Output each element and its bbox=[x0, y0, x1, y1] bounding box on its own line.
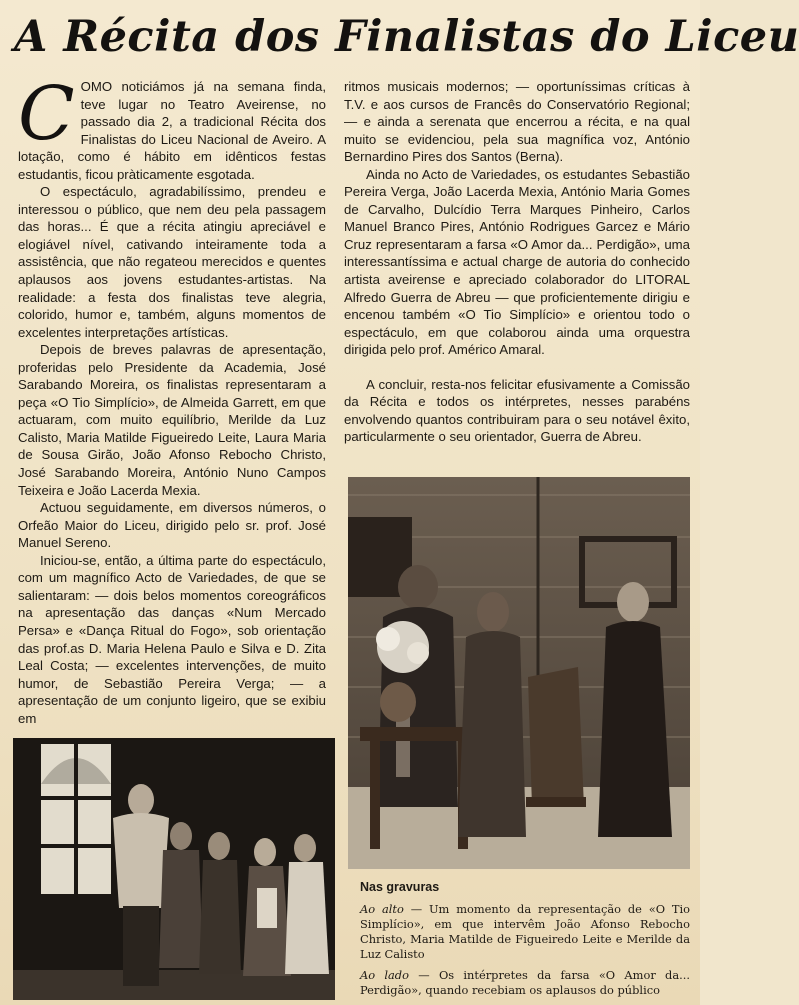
photo-captions bbox=[360, 880, 690, 1004]
paragraph: Ainda no Acto de Variedades, os estudantes Sebastião Pereira Verga, João Lacerda Mexia, António Maria Gomes de Carvalho, Dulcídio Terra Marques Pinheiro, Carlos Manuel Branco Pires, António Rodrigues Garcez e Mário Cruz representaram a farsa «O Amor da... Perdigão», uma interessantíssima e actual charge de autoria do conhecido artista aveirense e apreciado colaborador do LITORAL Alfredo Guerra de Abreu — que proficientemente dirigiu e encenou também «O Tio Simplício» e orientou todo o espectáculo, em que colaborou ainda uma orquestra dirigida pelo prof. Américo Amaral. bbox=[344, 166, 690, 358]
caption-side bbox=[360, 968, 690, 998]
caption-side-text: — Os intérpretes da farsa «O Amor da... Perdigão», quando recebiam os aplausos do público bbox=[360, 968, 690, 997]
photo-tio-simplicio-scene bbox=[348, 477, 690, 869]
paragraph: Actuou seguidamente, em diversos números, o Orfeão Maior do Liceu, dirigido pelo sr. prof. José Manuel Sereno. bbox=[18, 500, 326, 551]
caption-top bbox=[360, 902, 690, 962]
paragraph: OMO noticiámos já na semana finda, teve lugar no Teatro Aveirense, no passado dia 2, a tradicional Récita dos Finalistas do Liceu Nacional de Aveiro. A lotação, como é hábito em idênticos festas estudantis, ficou pràticamente esgotada. bbox=[18, 79, 326, 182]
paragraph: A concluir, resta-nos felicitar efusivamente a Comissão da Récita e todos os intérpretes, nesses parabéns envolvendo quantos contribuiram para o seu notável êxito, particularmente o seu orientador, Guerra de Abreu. bbox=[344, 376, 690, 445]
paragraph: Depois de breves palavras de apresentação, proferidas pelo Presidente da Academia, José Sarabando Moreira, os finalistas representaram a peça «O Tio Simplício», de Almeida Garrett, em que actuaram, com muito equilíbrio, Merilde da Luz Calisto, Maria Matilde Figueiredo Leite, Laura Maria de Sousa Girão, João Afonso Rebocho Christo, José Sarabando Moreira, António Nuno Campos Teixeira e João Lacerda Mexia. bbox=[18, 342, 326, 498]
article-column-left bbox=[18, 71, 326, 726]
caption-top-text: — Um momento da representação de «O Tio Simplício», em que intervêm João Afonso Rebocho Christo, Maria Matilde de Figueiredo Leite e Merilde da Luz Calisto bbox=[360, 902, 691, 961]
photo-amor-perdigao-cast bbox=[13, 738, 335, 1000]
paragraph: O espectáculo, agradabilíssimo, prendeu e interessou o público, que nem deu pela passagem das horas... É que a récita atingiu apreciável e elogiável nível, cativando inteiramente toda a assistência, que não regateou merecidos e quentes aplausos aos jovens estudantes-artistas. Na realidade: a festa dos finalistas teve alegria, colorido, humor e, também, alguns momentos de excelentes interpretações artísticas. bbox=[18, 184, 326, 340]
caption-top-lead: Ao alto bbox=[360, 902, 404, 916]
caption-side-lead: Ao lado bbox=[360, 968, 409, 982]
article-column-right bbox=[344, 78, 690, 468]
drop-cap: C bbox=[18, 71, 75, 157]
captions-title: Nas gravuras bbox=[360, 880, 440, 894]
photo-illustration bbox=[348, 477, 690, 869]
article-headline: A Récita dos Finalistas do Liceu bbox=[14, 12, 799, 62]
photo-illustration bbox=[13, 738, 335, 1000]
paragraph: Iniciou-se, então, a última parte do espectáculo, com um magnífico Acto de Variedades, de que se salientaram: — dois belos momentos coreográficos na apresentação das danças «Num Mercado Persa» e «Dança Ritual do Fogo», sob orientação das prof.as D. Maria Helena Paulo e Silva e D. Zita Leal Costa; — excelentes intervenções, de muito humor, de Sebastião Pereira Verga; — a apresentação de um conjunto ligeiro, que se exibiu em bbox=[18, 552, 326, 726]
paragraph: ritmos musicais modernos; — oportuníssimas críticas à T.V. e aos cursos de Francês do Conservatório Regional; — e ainda a serenata que encerrou a récita, e na qual muito se evidenciou, pela sua magnífica voz, António Bernardino Pires dos Santos (Berna). bbox=[344, 79, 690, 165]
